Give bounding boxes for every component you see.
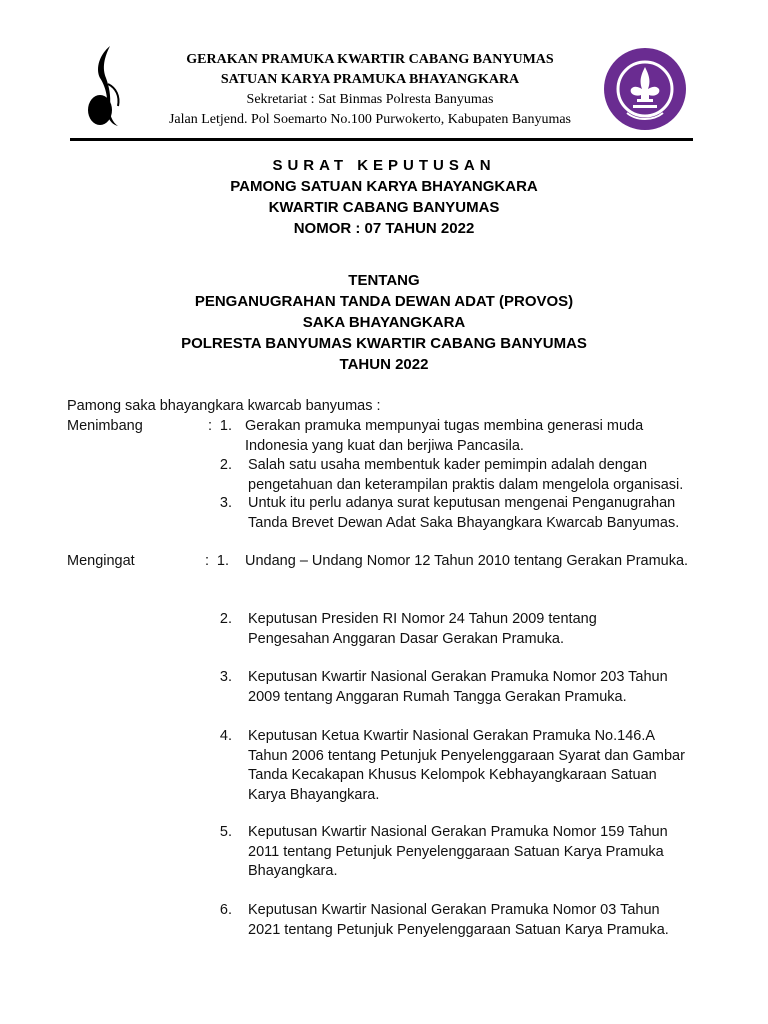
mengingat-colon: : <box>205 553 210 569</box>
decree-issuer: PAMONG SATUAN KARYA BHAYANGKARA <box>230 178 538 195</box>
menimbang-item: Gerakan pramuka mempunyai tugas membina generasi muda Indonesia yang kuat dan berjiwa Pancasila. <box>245 418 644 454</box>
decree-subject-block <box>0 270 768 375</box>
mengingat-label: Mengingat <box>67 553 135 569</box>
mengingat-num: 1. <box>216 553 229 569</box>
mengingat-num: 3. <box>219 669 232 685</box>
letterhead-unit: SATUAN KARYA PRAMUKA BHAYANGKARA <box>220 72 520 87</box>
mengingat-item: Keputusan Kwartir Nasional Gerakan Pramuka Nomor 203 Tahun 2009 tentang Anggaran Rumah Tangga Gerakan Pramuka. <box>248 669 668 705</box>
menimbang-colon: : <box>208 418 213 434</box>
intro-text: Pamong saka bhayangkara kwarcab banyumas : <box>67 398 381 414</box>
menimbang-num: 1. <box>219 418 232 434</box>
subject-line-3: SAKA BHAYANGKARA <box>302 314 466 331</box>
mengingat-item: Keputusan Kwartir Nasional Gerakan Pramuka Nomor 03 Tahun 2021 tentang Petunjuk Penyelenggaraan Satuan Karya Pramuka. <box>248 902 669 938</box>
mengingat-item: Keputusan Presiden RI Nomor 24 Tahun 2009 tentang Pengesahan Anggaran Dasar Gerakan Pramuka. <box>248 611 597 647</box>
mengingat-num: 2. <box>219 611 232 627</box>
mengingat-item: Keputusan Kwartir Nasional Gerakan Pramuka Nomor 159 Tahun 2011 tentang Petunjuk Penyelenggaraan Satuan Karya Pramuka Bhayangkara. <box>248 824 668 879</box>
decree-title-block <box>0 155 768 239</box>
letterhead-address: Jalan Letjend. Pol Soemarto No.100 Purwokerto, Kabupaten Banyumas <box>168 112 572 127</box>
mengingat-num: 4. <box>219 728 232 744</box>
mengingat-item: Keputusan Ketua Kwartir Nasional Gerakan Pramuka No.146.A Tahun 2006 tentang Petunjuk Penyelenggaraan Syarat dan Gambar Tanda Kecakapan Khusus Kelompok Kebhayangkaraan Satuan Karya Bhayangkara. <box>248 728 685 803</box>
subject-line-2: PENGANUGRAHAN TANDA DEWAN ADAT (PROVOS) <box>194 293 574 310</box>
menimbang-label: Menimbang <box>67 418 143 434</box>
mengingat-num: 5. <box>219 824 232 840</box>
menimbang-num: 3. <box>219 495 232 511</box>
mengingat-num: 6. <box>219 902 232 918</box>
mengingat-item: Undang – Undang Nomor 12 Tahun 2010 tentang Gerakan Pramuka. <box>245 553 689 569</box>
tunas-kelapa-logo-icon <box>80 44 128 128</box>
decree-number: NOMOR : 07 TAHUN 2022 <box>293 220 475 237</box>
letterhead <box>140 50 600 130</box>
menimbang-item: Untuk itu perlu adanya surat keputusan mengenai Penganugrahan Tanda Brevet Dewan Adat Saka Bhayangkara Kwarcab Banyumas. <box>248 495 680 531</box>
scout-emblem-icon <box>603 47 687 131</box>
subject-year: TAHUN 2022 <box>339 356 429 373</box>
subject-about: TENTANG <box>348 272 420 289</box>
letterhead-org: GERAKAN PRAMUKA KWARTIR CABANG BANYUMAS <box>186 52 554 67</box>
decree-branch: KWARTIR CABANG BANYUMAS <box>268 199 500 216</box>
subject-line-4: POLRESTA BANYUMAS KWARTIR CABANG BANYUMAS <box>181 335 587 352</box>
menimbang-item: Salah satu usaha membentuk kader pemimpin adalah dengan pengetahuan dan keterampilan praktis dalam mengelola organisasi. <box>248 457 684 493</box>
letterhead-secretariat: Sekretariat : Sat Binmas Polresta Banyumas <box>246 92 494 107</box>
menimbang-num: 2. <box>219 457 232 473</box>
letterhead-divider <box>70 138 693 141</box>
decree-heading: SURAT KEPUTUSAN <box>272 157 496 174</box>
